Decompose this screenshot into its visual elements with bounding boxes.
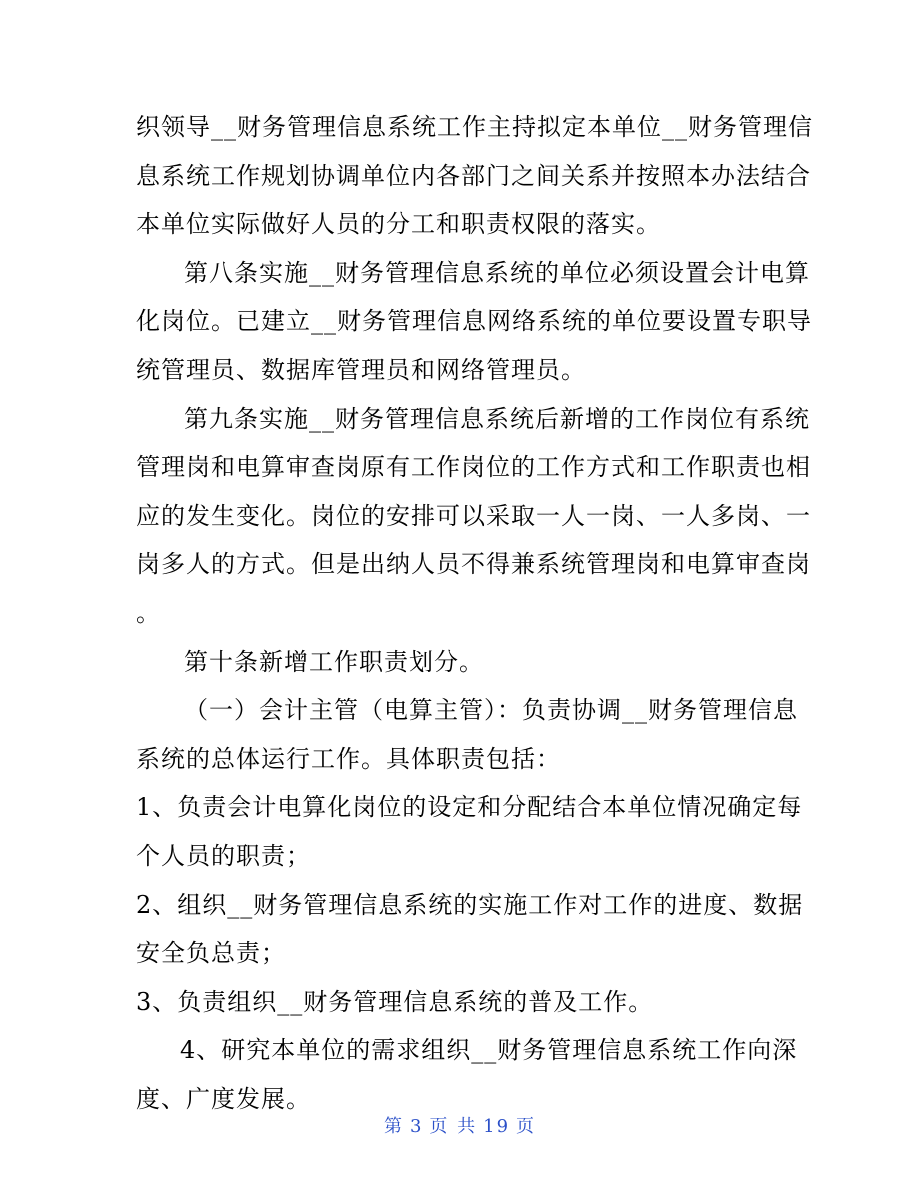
list-item-3 xyxy=(136,978,796,1027)
text-line: 第九条实施__财务管理信息系统后新增的工作岗位有系统 xyxy=(184,404,810,433)
text-line: （一）会计主管（电算主管）：负责协调__财务管理信息 xyxy=(184,696,798,725)
text-line: 3、负责组织__财务管理信息系统的普及工作。 xyxy=(136,987,654,1016)
text-line: 个人员的职责； xyxy=(136,841,311,870)
footer-prefix: 第 xyxy=(383,1116,404,1137)
text-line: 第八条实施__财务管理信息系统的单位必须设置会计电算 xyxy=(184,258,810,287)
paragraph-article-9 xyxy=(136,395,811,638)
document-body xyxy=(136,103,813,1123)
page-footer xyxy=(0,1112,920,1138)
text-line: 度、广度发展。 xyxy=(136,1084,311,1113)
text-line: 岗多人的方式。但是出纳人员不得兼系统管理岗和电算审查岗 xyxy=(136,550,811,579)
text-line: 4、研究本单位的需求组织__财务管理信息系统工作向深 xyxy=(180,1036,798,1065)
text-line: 系统的总体运行工作。具体职责包括： xyxy=(136,744,561,773)
total-pages-number: 19 xyxy=(483,1116,511,1137)
current-page-number: 3 xyxy=(409,1116,424,1137)
list-item-4 xyxy=(136,1026,796,1123)
text-line: 息系统工作规划协调单位内各部门之间关系并按照本办法结合 xyxy=(136,161,811,190)
text-line: 第十条新增工作职责划分。 xyxy=(184,647,484,676)
footer-suffix: 页 xyxy=(516,1116,537,1137)
text-line: 1、负责会计电算化岗位的设定和分配结合本单位情况确定每 xyxy=(136,793,803,822)
text-line: 化岗位。已建立__财务管理信息网络系统的单位要设置专职导 xyxy=(136,307,812,336)
text-line: 织领导__财务管理信息系统工作主持拟定本单位__财务管理信 xyxy=(136,113,813,141)
list-item-2 xyxy=(136,881,804,978)
footer-middle: 页 共 xyxy=(429,1116,478,1137)
text-line: 安全负总责； xyxy=(136,939,286,968)
text-line: 2、组织__财务管理信息系统的实施工作对工作的进度、数据 xyxy=(136,890,804,919)
text-line: 。 xyxy=(136,598,161,627)
paragraph-article-8 xyxy=(136,249,812,395)
text-line: 应的发生变化。岗位的安排可以采取一人一岗、一人多岗、一 xyxy=(136,501,811,530)
text-line: 统管理员、数据库管理员和网络管理员。 xyxy=(136,355,586,384)
text-line: 本单位实际做好人员的分工和职责权限的落实。 xyxy=(136,210,661,239)
text-line: 管理岗和电算审查岗原有工作岗位的工作方式和工作职责也相 xyxy=(136,453,811,482)
paragraph-continuation xyxy=(136,103,813,249)
list-item-1 xyxy=(136,783,803,880)
paragraph-article-10 xyxy=(136,638,796,687)
paragraph-section-1 xyxy=(136,686,796,783)
